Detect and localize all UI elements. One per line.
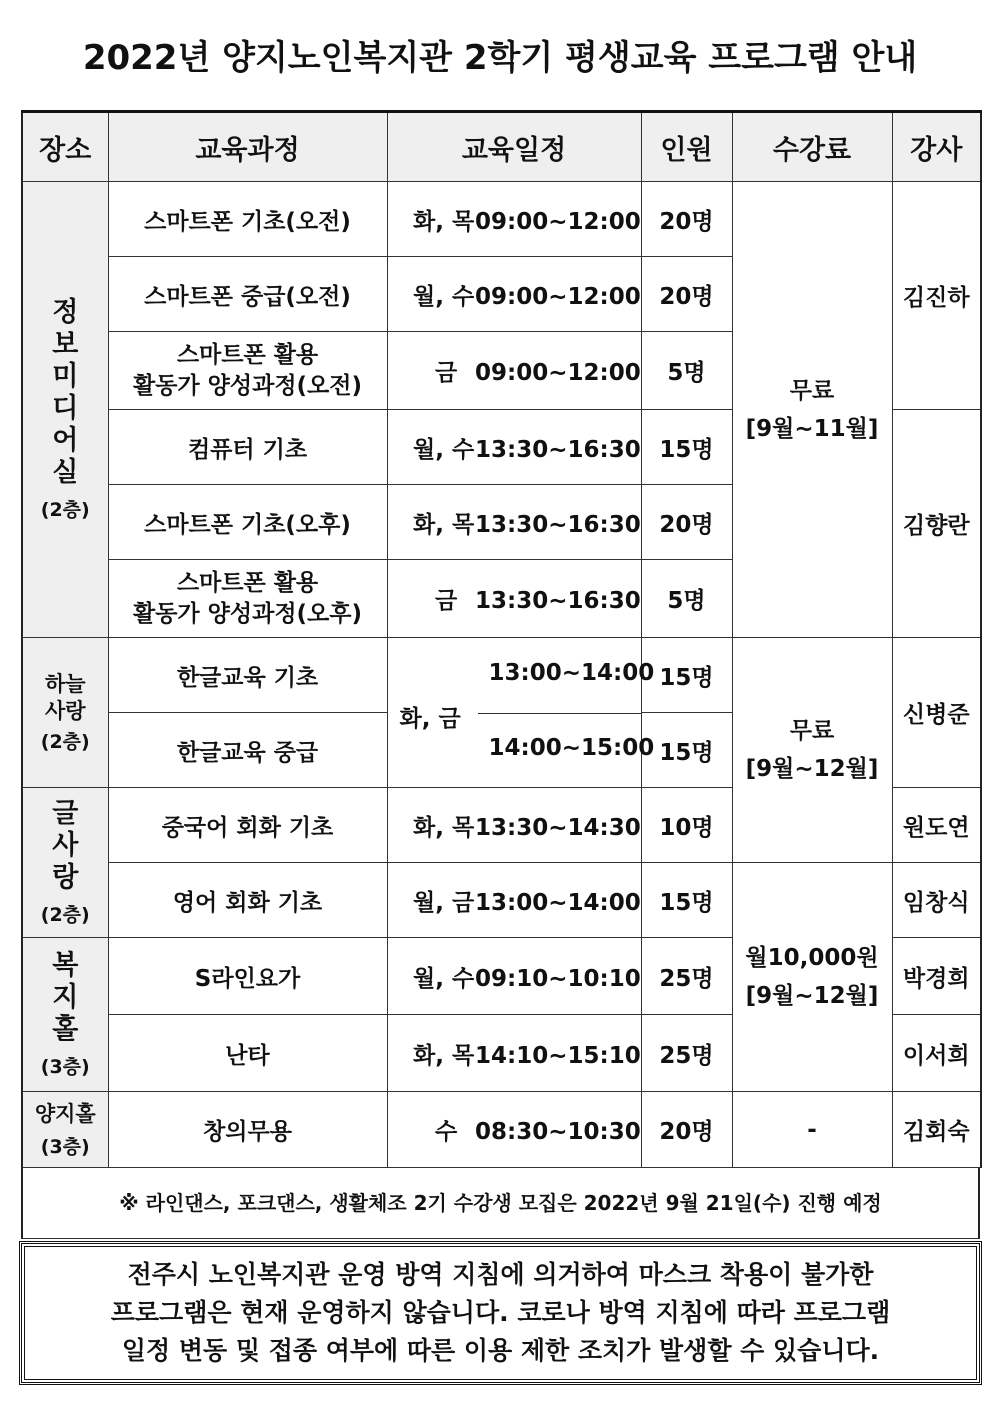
capacity: 15명 — [641, 713, 732, 788]
schedule: 월, 수09:10~10:10 — [387, 938, 641, 1015]
fee-free-nov: 무료 [9월~11월] — [732, 182, 892, 638]
location-geul: 글 사 랑 (2층) — [22, 788, 108, 938]
recruitment-note: ※ 라인댄스, 포크댄스, 생활체조 2기 수강생 모집은 2022년 9월 21일(수) 진행 예정 — [21, 1168, 980, 1239]
schedule: 월, 수09:00~12:00 — [387, 257, 641, 332]
table-row — [22, 1092, 981, 1168]
course-name: 한글교육 중급 — [108, 713, 387, 788]
header-course: 교육과정 — [108, 112, 387, 182]
header-fee: 수강료 — [732, 112, 892, 182]
schedule: 화, 목13:30~16:30 — [387, 485, 641, 560]
course-name: 컴퓨터 기초 — [108, 410, 387, 485]
capacity: 15명 — [641, 863, 732, 938]
schedule: 금 09:00~12:00 — [387, 332, 641, 410]
capacity: 15명 — [641, 638, 732, 713]
header-schedule: 교육일정 — [387, 112, 641, 182]
program-table — [21, 110, 982, 1168]
instructor: 박경희 — [892, 938, 981, 1015]
capacity: 15명 — [641, 410, 732, 485]
instructor: 임창식 — [892, 863, 981, 938]
schedule: 화, 금 13:00~14:00 14:00~15:00 — [387, 638, 641, 788]
course-name: 스마트폰 기초(오후) — [108, 485, 387, 560]
location-haneul: 하늘 사랑 (2층) — [22, 638, 108, 788]
capacity: 10명 — [641, 788, 732, 863]
location-yangji: 양지홀 (3층) — [22, 1092, 108, 1168]
header-capacity: 인원 — [641, 112, 732, 182]
table-row — [22, 182, 981, 257]
location-info-media: 정 보 미 디 어 실 (2층) — [22, 182, 108, 638]
fee-free-dec: 무료 [9월~12월] — [732, 638, 892, 863]
course-name: S라인요가 — [108, 938, 387, 1015]
capacity: 25명 — [641, 1015, 732, 1092]
course-name: 난타 — [108, 1015, 387, 1092]
capacity: 5명 — [641, 332, 732, 410]
instructor: 김향란 — [892, 410, 981, 638]
course-name: 중국어 회화 기초 — [108, 788, 387, 863]
header-instructor: 강사 — [892, 112, 981, 182]
table-header-row — [22, 112, 981, 182]
schedule: 월, 금13:00~14:00 — [387, 863, 641, 938]
schedule: 화, 목14:10~15:10 — [387, 1015, 641, 1092]
header-location: 장소 — [22, 112, 108, 182]
notice-line: 일정 변동 및 접종 여부에 따른 이용 제한 조치가 발생할 수 있습니다. — [121, 1336, 880, 1365]
course-name: 창의무용 — [108, 1092, 387, 1168]
table-row — [22, 863, 981, 938]
notice-line: 전주시 노인복지관 운영 방역 지침에 의거하여 마스크 착용이 불가한 — [127, 1260, 874, 1289]
fee-none: - — [732, 1092, 892, 1168]
instructor: 이서희 — [892, 1015, 981, 1092]
schedule: 수 08:30~10:30 — [387, 1092, 641, 1168]
schedule: 금 13:30~16:30 — [387, 560, 641, 638]
course-name: 스마트폰 중급(오전) — [108, 257, 387, 332]
instructor: 김진하 — [892, 182, 981, 410]
notice-line: 프로그램은 현재 운영하지 않습니다. 코로나 방역 지침에 따라 프로그램 — [110, 1298, 891, 1327]
schedule: 월, 수13:30~16:30 — [387, 410, 641, 485]
instructor: 김회숙 — [892, 1092, 981, 1168]
fee-monthly: 월10,000원 [9월~12월] — [732, 863, 892, 1092]
schedule: 화, 목13:30~14:30 — [387, 788, 641, 863]
course-name: 영어 회화 기초 — [108, 863, 387, 938]
capacity: 20명 — [641, 1092, 732, 1168]
capacity: 20명 — [641, 182, 732, 257]
instructor: 신병준 — [892, 638, 981, 788]
course-name: 스마트폰 활용 활동가 양성과정(오전) — [108, 332, 387, 410]
location-bokji: 복 지 홀 (3층) — [22, 938, 108, 1092]
instructor: 원도연 — [892, 788, 981, 863]
course-name: 스마트폰 활용 활동가 양성과정(오후) — [108, 560, 387, 638]
capacity: 20명 — [641, 257, 732, 332]
schedule: 화, 목09:00~12:00 — [387, 182, 641, 257]
capacity: 20명 — [641, 485, 732, 560]
table-row — [22, 638, 981, 713]
capacity: 25명 — [641, 938, 732, 1015]
course-name: 한글교육 기초 — [108, 638, 387, 713]
page-title: 2022년 양지노인복지관 2학기 평생교육 프로그램 안내 — [82, 38, 918, 78]
course-name: 스마트폰 기초(오전) — [108, 182, 387, 257]
capacity: 5명 — [641, 560, 732, 638]
covid-notice-box — [19, 1241, 982, 1385]
